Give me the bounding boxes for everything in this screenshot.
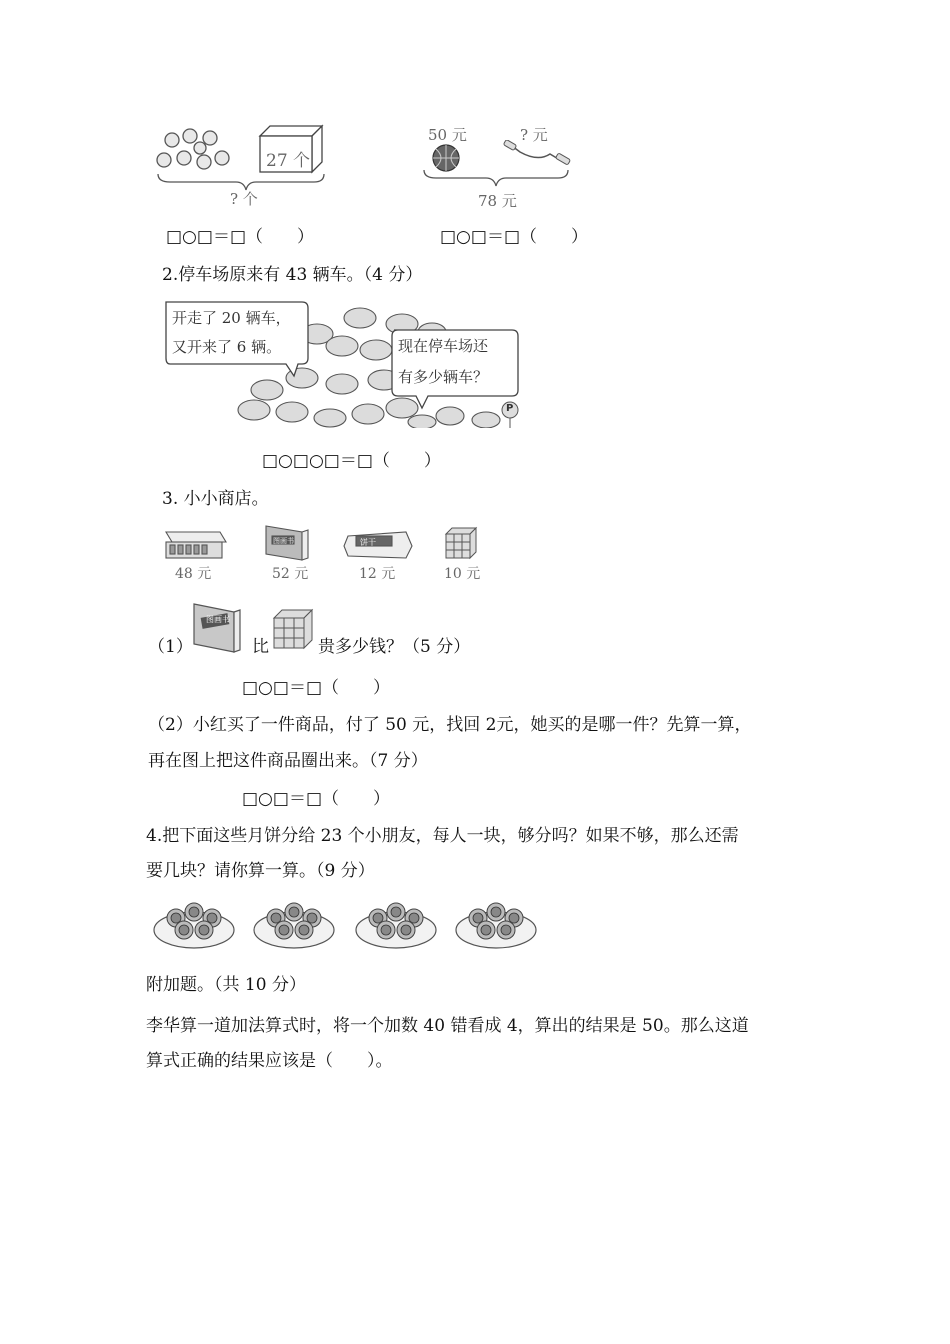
mooncake-plates-figure bbox=[150, 892, 545, 952]
bonus-line-2: 算式正确的结果应该是（ ）。 bbox=[146, 1051, 393, 1071]
question-2-equation[interactable]: □○□○□＝□（ ） bbox=[262, 451, 441, 471]
picture-book-label: 图画书 bbox=[273, 537, 294, 545]
total-price-label: 78 元 bbox=[478, 192, 517, 210]
picture-book-icon-label: 图画书 bbox=[206, 615, 230, 624]
bonus-title: 附加题。（共 10 分） bbox=[146, 975, 306, 995]
rubiks-cube-price: 10 元 bbox=[444, 566, 481, 582]
pencil-case-price: 48 元 bbox=[175, 566, 212, 582]
equation-blank-2[interactable]: □○□＝□（ ） bbox=[440, 227, 589, 247]
equation-blank-1[interactable]: □○□＝□（ ） bbox=[166, 227, 315, 247]
speech-bubble-left-line-2: 又开来了 6 辆。 bbox=[172, 338, 282, 356]
parking-sign-icon: P bbox=[506, 403, 514, 414]
sub-question-2-equation[interactable]: □○□＝□（ ） bbox=[242, 789, 391, 809]
question-4-line-2: 要几块？请你算一算。（9 分） bbox=[146, 861, 375, 881]
box-quantity-label: 27 个 bbox=[266, 151, 311, 171]
speech-bubble-right-line-1: 现在停车场还 bbox=[398, 337, 489, 355]
sub-question-2-line-1: （2）小红买了一件商品，付了 50 元，找回 2元，她买的是哪一件？先算一算， bbox=[148, 715, 752, 735]
sub-question-1-suffix: 贵多少钱？（5 分） bbox=[318, 637, 471, 657]
biscuits-price: 12 元 bbox=[359, 566, 396, 582]
total-unknown-label: ? 个 bbox=[230, 190, 258, 208]
sub-question-1-compare: 比 bbox=[252, 637, 269, 657]
rope-price-label: ? 元 bbox=[520, 126, 548, 144]
sub-question-2-line-2: 再在图上把这件商品圈出来。（7 分） bbox=[148, 751, 428, 771]
speech-bubble-right-line-2: 有多少辆车？ bbox=[398, 368, 489, 386]
basketball-rope-figure bbox=[420, 140, 580, 190]
picture-book-price: 52 元 bbox=[272, 566, 309, 582]
question-2-title: 2.停车场原来有 43 辆车。（4 分） bbox=[162, 265, 423, 285]
question-3-title: 3. 小小商店。 bbox=[162, 489, 269, 509]
picture-book-icon bbox=[188, 600, 246, 656]
ball-price-label: 50 元 bbox=[428, 126, 467, 144]
sub-question-1-equation[interactable]: □○□＝□（ ） bbox=[242, 678, 391, 698]
bonus-line-1: 李华算一道加法算式时，将一个加数 40 错看成 4，算出的结果是 50。那么这道 bbox=[146, 1016, 749, 1036]
question-4-line-1: 4.把下面这些月饼分给 23 个小朋友，每人一块，够分吗？如果不够，那么还需 bbox=[146, 826, 739, 846]
rubiks-cube-icon bbox=[270, 606, 316, 652]
biscuits-label: 饼干 bbox=[360, 538, 376, 547]
shop-items-figure bbox=[160, 522, 490, 562]
sub-question-1-prefix: （1） bbox=[148, 637, 193, 657]
speech-bubble-left-line-1: 开走了 20 辆车， bbox=[172, 309, 291, 327]
